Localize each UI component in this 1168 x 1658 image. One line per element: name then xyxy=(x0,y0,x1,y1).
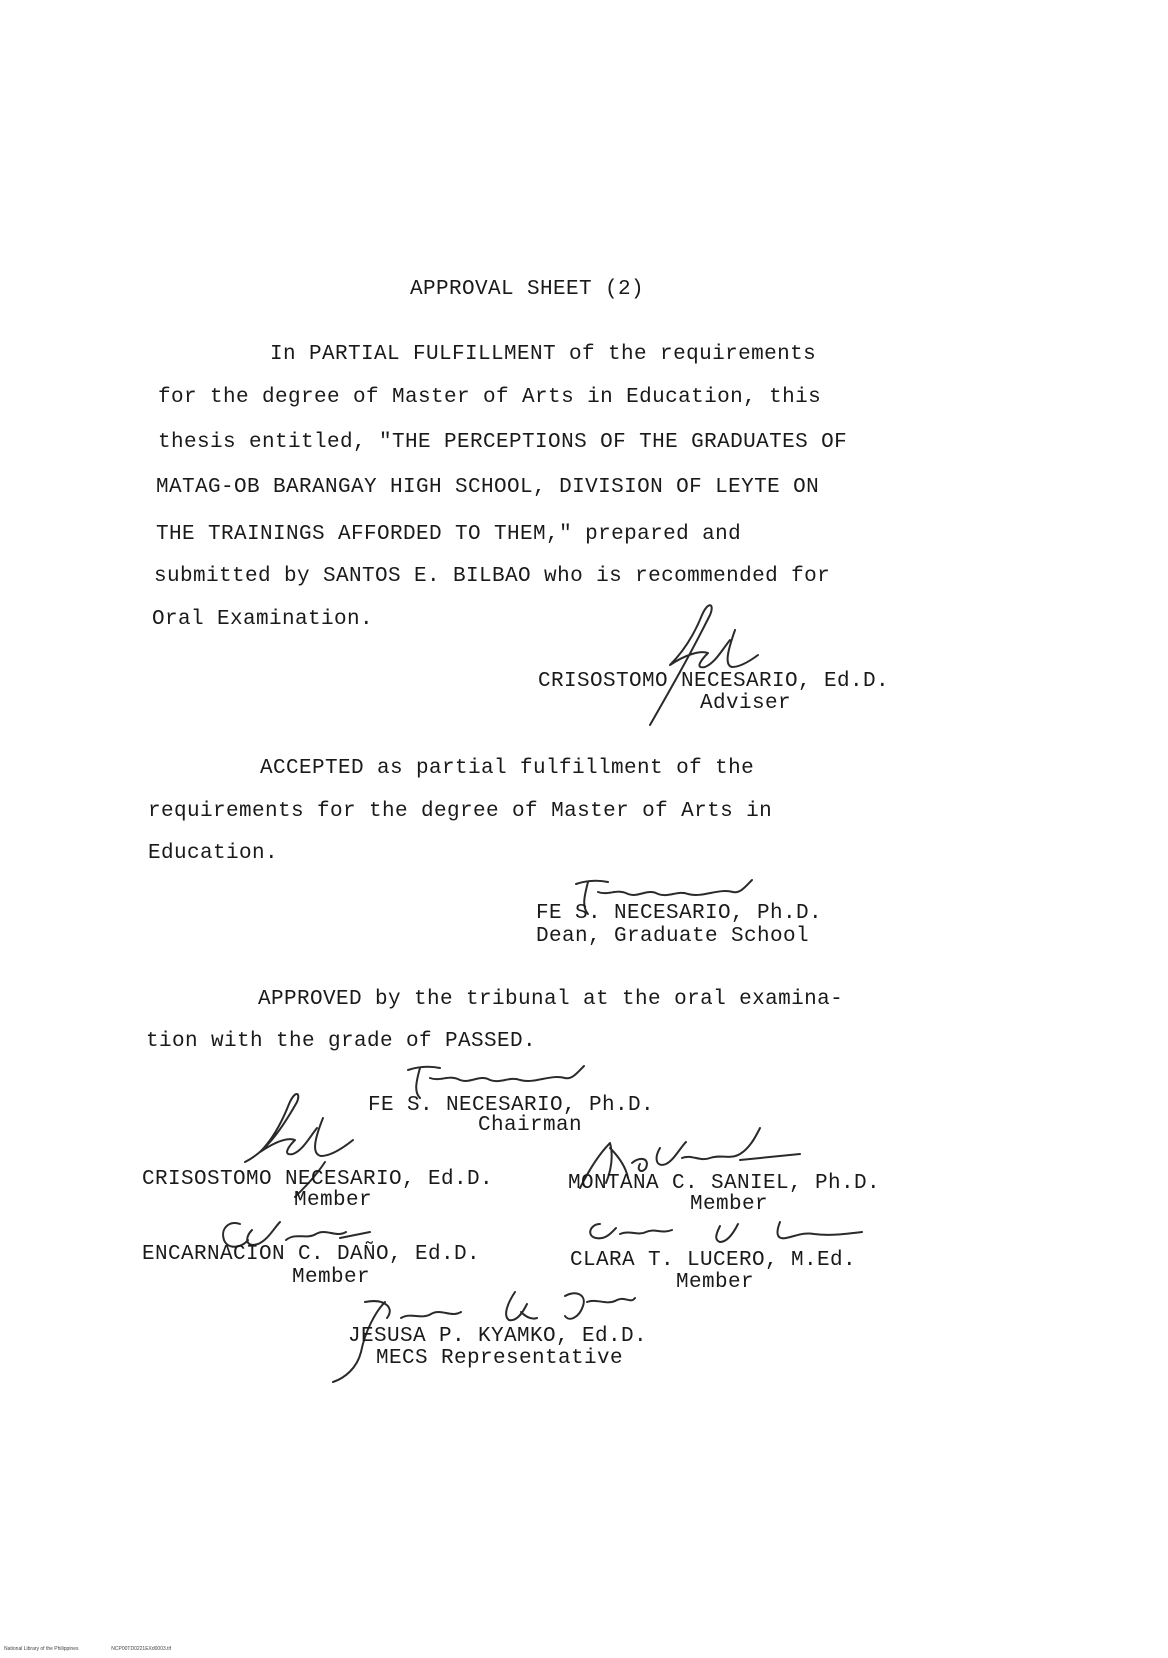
paragraph-3-line-2: tion with the grade of PASSED. xyxy=(146,1030,537,1053)
chairman-name: FE S. NECESARIO, Ph.D. xyxy=(368,1094,655,1117)
footer-code: NCP00TD0221EXd0003.tif xyxy=(111,1646,172,1652)
paragraph-1-line-6: submitted by SANTOS E. BILBAO who is recommended for xyxy=(154,565,831,588)
paragraph-1-line-1: In PARTIAL FULFILLMENT of the requirements xyxy=(270,343,817,366)
paragraph-2-line-2: requirements for the degree of Master of Arts in xyxy=(148,800,773,823)
paragraph-1-line-7: Oral Examination. xyxy=(152,608,374,631)
paragraph-1-line-5: THE TRAININGS AFFORDED TO THEM," prepared and xyxy=(156,523,742,546)
footer-library: National Library of the Philippines xyxy=(4,1646,79,1652)
member-2-name: MONTANA C. SANIEL, Ph.D. xyxy=(568,1172,881,1195)
paragraph-2-line-1: ACCEPTED as partial fulfillment of the xyxy=(260,757,755,780)
member-4-signature xyxy=(580,1212,870,1252)
representative-role: MECS Representative xyxy=(376,1347,624,1370)
member-1-name: CRISOSTOMO NECESARIO, Ed.D. xyxy=(142,1168,494,1191)
dean-name: FE S. NECESARIO, Ph.D. xyxy=(536,902,823,925)
member-4-name: CLARA T. LUCERO, M.Ed. xyxy=(570,1249,857,1272)
member-3-role: Member xyxy=(292,1266,371,1289)
chairman-role: Chairman xyxy=(478,1114,583,1137)
member-2-role: Member xyxy=(690,1193,769,1216)
representative-name: JESUSA P. KYAMKO, Ed.D. xyxy=(348,1325,648,1348)
paragraph-1-line-4: MATAG-OB BARANGAY HIGH SCHOOL, DIVISION OF LEYTE ON xyxy=(156,476,820,499)
paragraph-3-line-1: APPROVED by the tribunal at the oral examina- xyxy=(258,988,844,1011)
adviser-name: CRISOSTOMO NECESARIO, Ed.D. xyxy=(538,670,890,693)
footer xyxy=(4,1646,171,1652)
page-title: APPROVAL SHEET (2) xyxy=(410,278,645,301)
adviser-role: Adviser xyxy=(700,692,792,715)
member-3-name: ENCARNACION C. DAÑO, Ed.D. xyxy=(142,1243,481,1266)
paragraph-2-line-3: Education. xyxy=(148,842,279,865)
paragraph-1-line-3: thesis entitled, "THE PERCEPTIONS OF THE GRADUATES OF xyxy=(158,431,848,454)
paragraph-1-line-2: for the degree of Master of Arts in Education, this xyxy=(158,386,822,409)
dean-role: Dean, Graduate School xyxy=(536,925,810,948)
member-4-role: Member xyxy=(676,1271,755,1294)
member-1-role: Member xyxy=(294,1189,373,1212)
